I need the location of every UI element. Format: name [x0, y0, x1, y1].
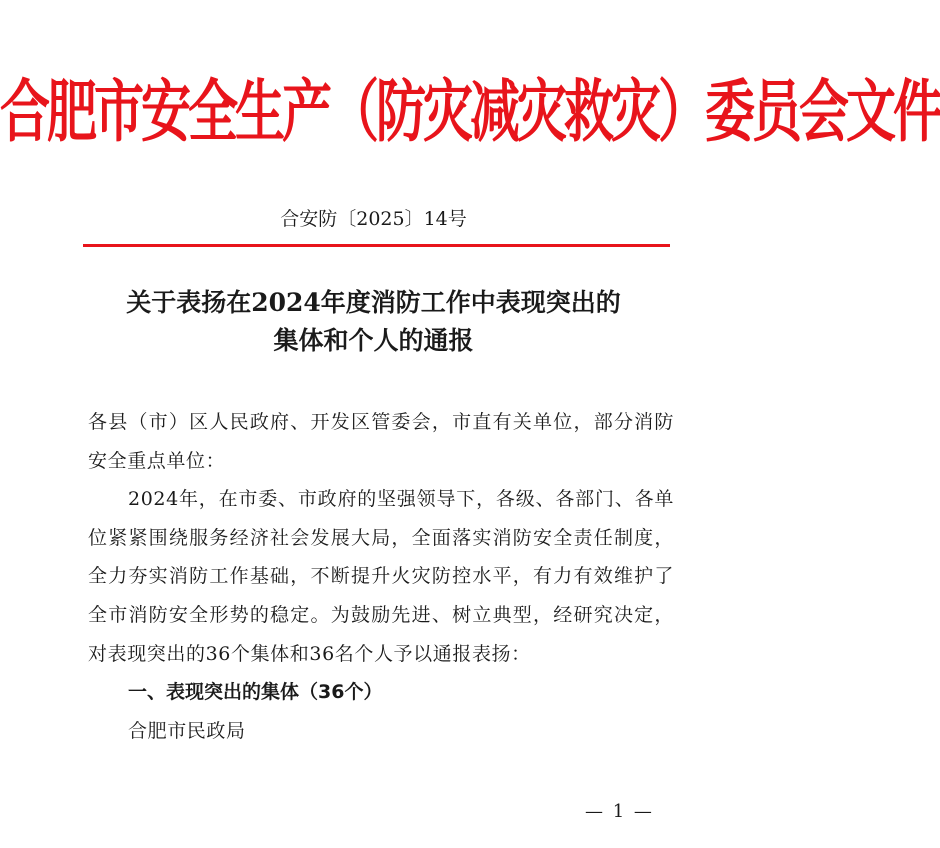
list-item: 合肥市民政局	[128, 719, 246, 742]
page-number: — 1 —	[585, 801, 654, 822]
notice-title	[0, 284, 747, 360]
document-number: 合安防〔2025〕14号	[280, 208, 467, 230]
notice-title-line-1: 关于表扬在2024年度消防工作中表现突出的	[126, 288, 621, 317]
addressee-paragraph: 各县（市）区人民政府、开发区管委会，市直有关单位，部分消防安全重点单位：	[88, 411, 674, 472]
header-red-divider	[83, 244, 670, 247]
body-paragraph-1: 2024年，在市委、市政府的坚强领导下，各级、各部门、各单位紧紧围绕服务经济社会发展大局，全面落实消防安全责任制度，全力夯实消防工作基础，不断提升火灾防控水平，有力有效维护了全市消防安全形势的稳定。为鼓励先进、树立典型，经研究决定，对表现突出的36个集体和36名个人予以通报表扬：	[88, 488, 674, 665]
document-header-title: 合肥市安全生产（防灾减灾救灾）委员会文件	[0, 73, 940, 152]
notice-title-line-2: 集体和个人的通报	[273, 326, 474, 355]
document-body	[88, 403, 674, 750]
section-heading-collectives: 一、表现突出的集体（36个）	[128, 681, 383, 704]
